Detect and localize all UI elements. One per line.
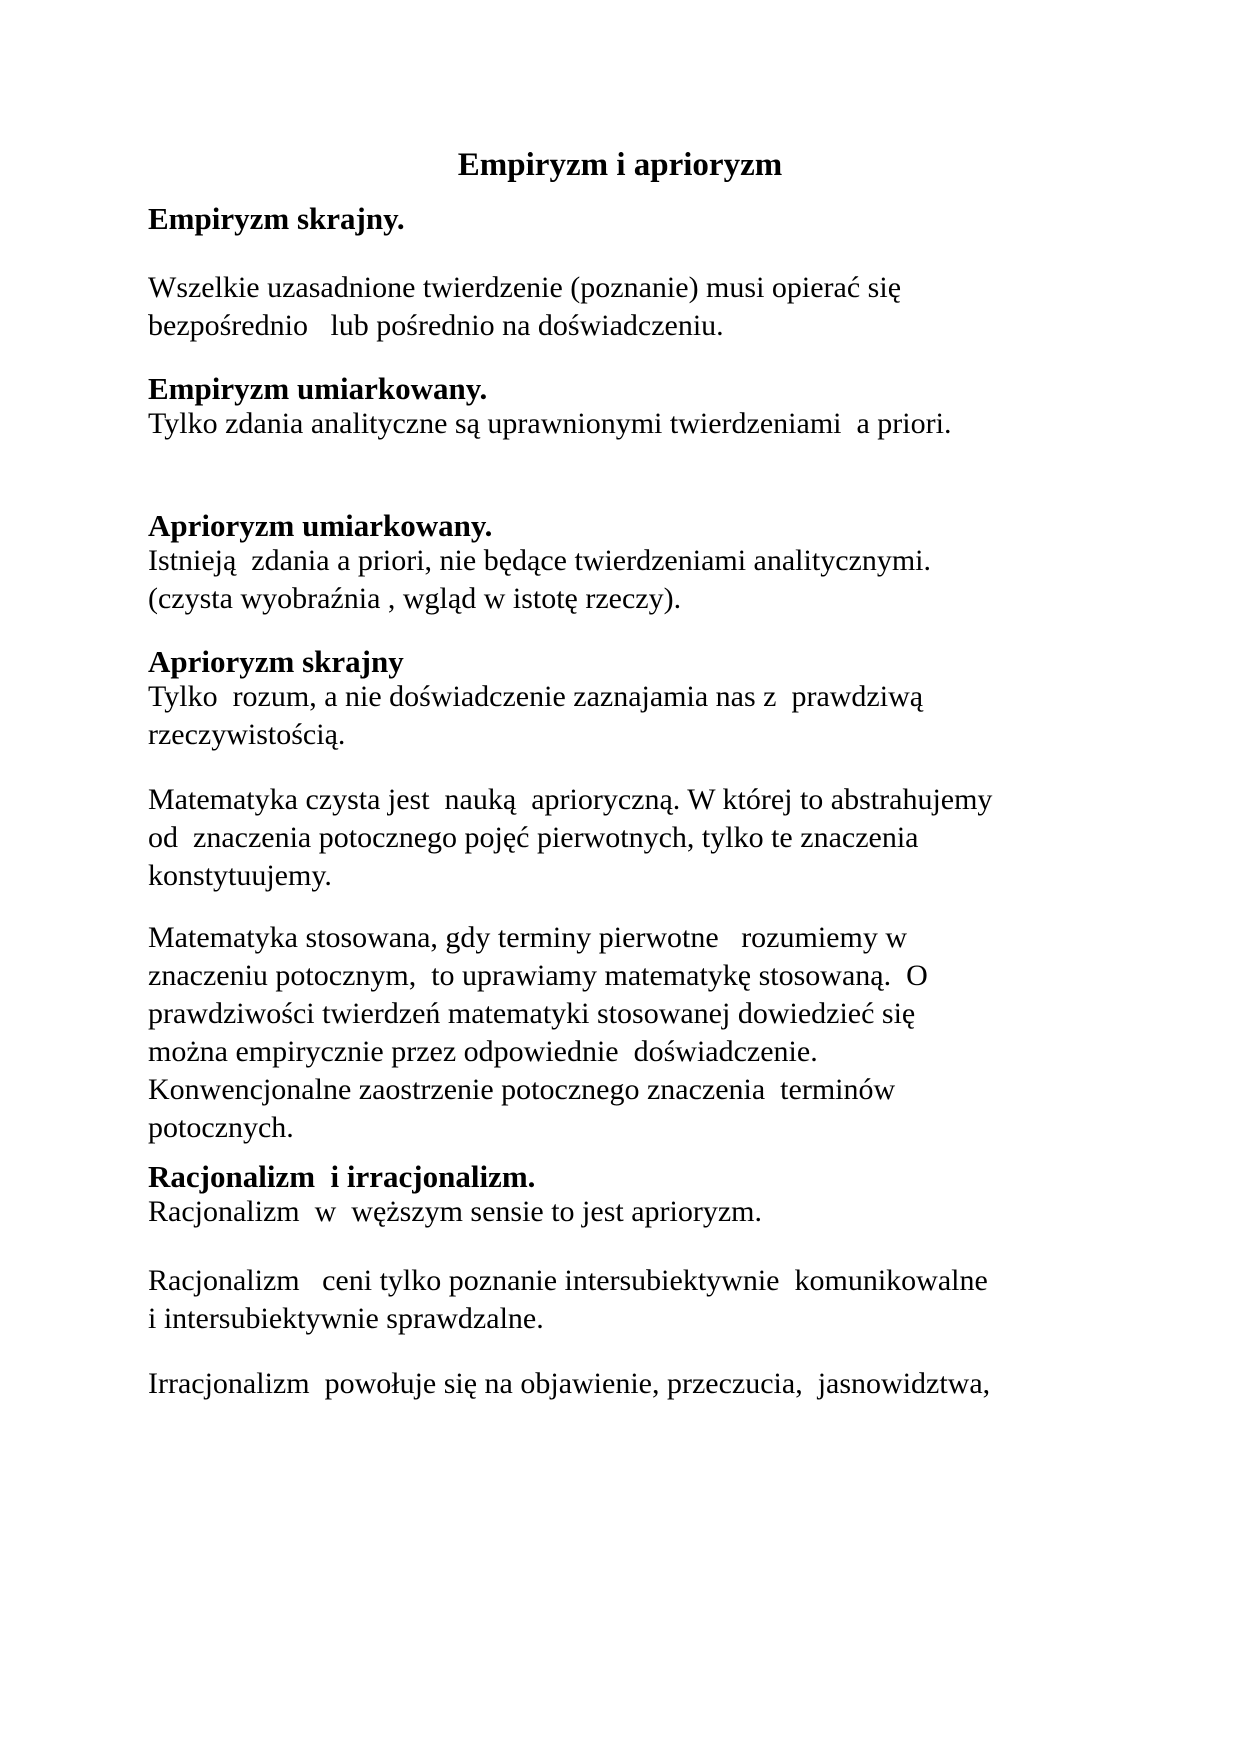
section-heading-aprioryzm-skrajny: Aprioryzm skrajny — [148, 644, 404, 679]
paragraph-aprioryzm-umiarkowany: Istnieją zdania a priori, nie będące twierdzeniami analitycznymi. (czysta wyobraźnia , wgląd w istotę rzeczy). — [148, 544, 931, 615]
paragraph-matematyka-czysta: Matematyka czysta jest nauką aprioryczną. W której to abstrahujemy od znaczenia potocznego pojęć pierwotnych, tylko te znaczenia konstytuujemy. — [148, 783, 993, 892]
paragraph-matematyka-stosowana: Matematyka stosowana, gdy terminy pierwotne rozumiemy w znaczeniu potocznym, to uprawiamy matematykę stosowaną. O prawdziwości twierdzeń matematyki stosowanej dowiedzieć się można empirycznie przez odpowiednie doświadczenie. Konwencjonalne zaostrzenie potocznego znaczenia terminów potocznych. — [148, 921, 928, 1144]
section-heading-racjonalizm: Racjonalizm i irracjonalizm. — [148, 1159, 536, 1194]
section-heading-empiryzm-umiarkowany: Empiryzm umiarkowany. — [148, 371, 488, 406]
paragraph-racjonalizm-wezszy: Racjonalizm w węższym sensie to jest aprioryzm. — [148, 1195, 762, 1228]
section-heading-empiryzm-skrajny: Empiryzm skrajny. — [148, 201, 405, 236]
paragraph-aprioryzm-skrajny: Tylko rozum, a nie doświadczenie zaznajamia nas z prawdziwą rzeczywistością. — [148, 680, 924, 751]
paragraph-irracjonalizm: Irracjonalizm powołuje się na objawienie, przeczucia, jasnowidztwa, — [148, 1367, 991, 1400]
paragraph-empiryzm-umiarkowany: Tylko zdania analityczne są uprawnionymi twierdzeniami a priori. — [148, 407, 952, 440]
document-title: Empiryzm i aprioryzm — [457, 147, 783, 183]
paragraph-empiryzm-skrajny: Wszelkie uzasadnione twierdzenie (poznanie) musi opierać się bezpośrednio lub pośrednio na doświadczeniu. — [148, 271, 902, 342]
section-heading-aprioryzm-umiarkowany: Aprioryzm umiarkowany. — [148, 508, 493, 543]
paragraph-racjonalizm-poznanie: Racjonalizm ceni tylko poznanie intersubiektywnie komunikowalne i intersubiektywnie sprawdzalne. — [148, 1264, 988, 1335]
